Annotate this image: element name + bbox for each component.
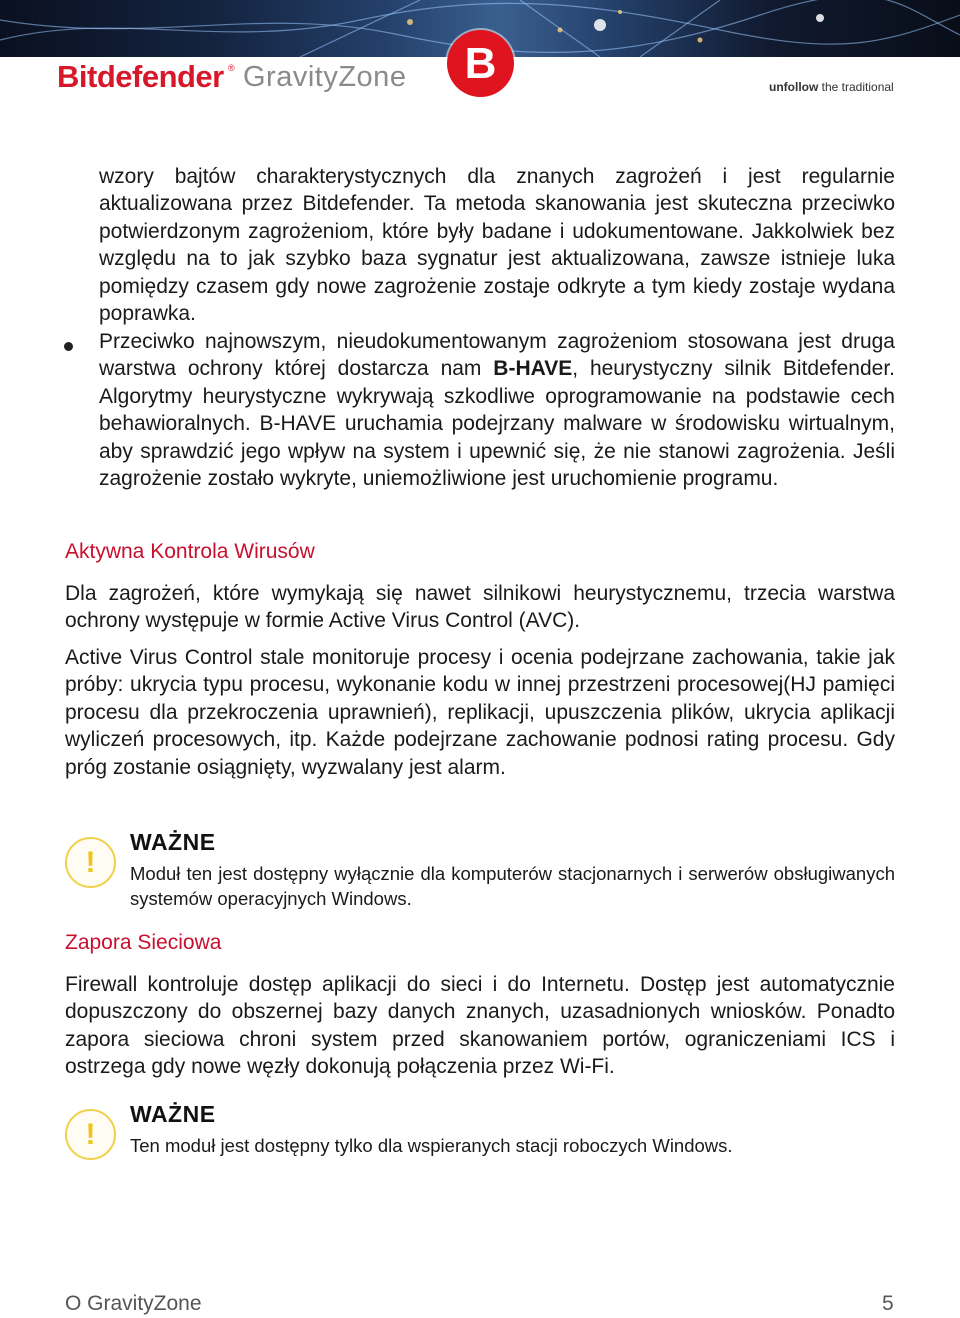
warning-exclamation: ! <box>85 1118 96 1151</box>
firewall-paragraph: Firewall kontroluje dostęp aplikacji do sieci i do Internetu. Dostęp jest automatycznie dopuszczony do obszernej bazy danych znanych, uzasadnionych wniosków. Ponadto zapora sieciowa chroni system przed skanowaniem portów, ograniczeniami ICS i ostrzega gdy nowe węzły dokonują połączenia przez Wi-Fi. <box>65 973 895 1079</box>
firewall-heading: Zapora Sieciowa <box>65 931 222 954</box>
firewall-notice-title: WAŻNE <box>130 1101 216 1127</box>
bhave-text-before: Przeciwko najnowszym, nieudokumentowanym zagrożeniom stosowana jest druga warstwa ochrony której dostarcza nam <box>99 330 895 381</box>
intro-paragraph: wzory bajtów charakterystycznych dla znanych zagrożeń i jest regularnie aktualizowana przez Bitdefender. Ta metoda skanowania jest skuteczna przeciwko potwierdzonym zagrożeniom, które były badane i udokumentowane. Jakkolwiek bez względu na to jak szybko baza sygnatur jest aktualizowana, zawsze istnieje luka pomiędzy czasem gdy nowe zagrożenie zostaje odkryte a tym kiedy zostaje wydana poprawka. <box>99 165 895 326</box>
footer-section-title: O GravityZone <box>65 1292 202 1315</box>
bullet-icon <box>64 342 73 351</box>
avc-notice-text: Moduł ten jest dostępny wyłącznie dla komputerów stacjonarnych i serwerów obsługiwanych systemów operacyjnych Windows. <box>130 863 895 909</box>
gravityzone-logo: GravityZone <box>243 61 407 93</box>
bitdefender-b-badge-icon <box>447 30 514 97</box>
tagline <box>769 80 894 94</box>
bhave-text-after: , heurystyczny silnik Bitdefender. Algorytmy heurystyczne wykrywają szkodliwe oprogramowanie na podstawie cech behawioralnych. B-HAVE uruchamia podejrzany malware w środowisku wirtualnym, aby sprawdzić jego wpływ na system i upewnić się, że nie stanowi zagrożenia. Jeśli zagrożenie zostało wykryte, uniemożliwione jest uruchomienie programu. <box>99 357 895 491</box>
avc-heading: Aktywna Kontrola Wirusów <box>65 540 315 563</box>
avc-paragraph-2: Active Virus Control stale monitoruje procesy i ocenia podejrzane zachowania, takie jak próby: ukrycia typu procesu, wykonanie kodu w innej przestrzeni procesowej(HJ pamięci procesu dla przekroczenia uprawnień), replikacji, upuszczenia plików, ukrycia aplikacji wyliczeń procesowych, itp. Każde podejrzane zachowanie podnosi rating procesu. Gdy próg zostanie osiągnięty, wyzwalany jest alarm. <box>65 646 895 779</box>
bhave-paragraph <box>99 328 895 492</box>
tagline-rest: the traditional <box>818 80 894 94</box>
page-number: 5 <box>882 1292 894 1315</box>
badge-letter: B <box>464 39 497 88</box>
avc-paragraph-1: Dla zagrożeń, które wymykają się nawet silnikowi heurystycznemu, trzecia warstwa ochrony występuje w formie Active Virus Control (AVC). <box>65 582 895 633</box>
bhave-bold: B-HAVE <box>493 357 573 381</box>
avc-notice-title: WAŻNE <box>130 829 216 855</box>
warning-icon <box>65 1109 116 1160</box>
warning-exclamation: ! <box>85 846 96 879</box>
bitdefender-logo: Bitdefender <box>57 59 224 94</box>
warning-icon <box>65 837 116 888</box>
firewall-notice-text: Ten moduł jest dostępny tylko dla wspieranych stacji roboczych Windows. <box>130 1135 733 1156</box>
registered-mark: ® <box>228 63 235 73</box>
tagline-bold: unfollow <box>769 80 819 94</box>
page-header <box>0 39 960 117</box>
